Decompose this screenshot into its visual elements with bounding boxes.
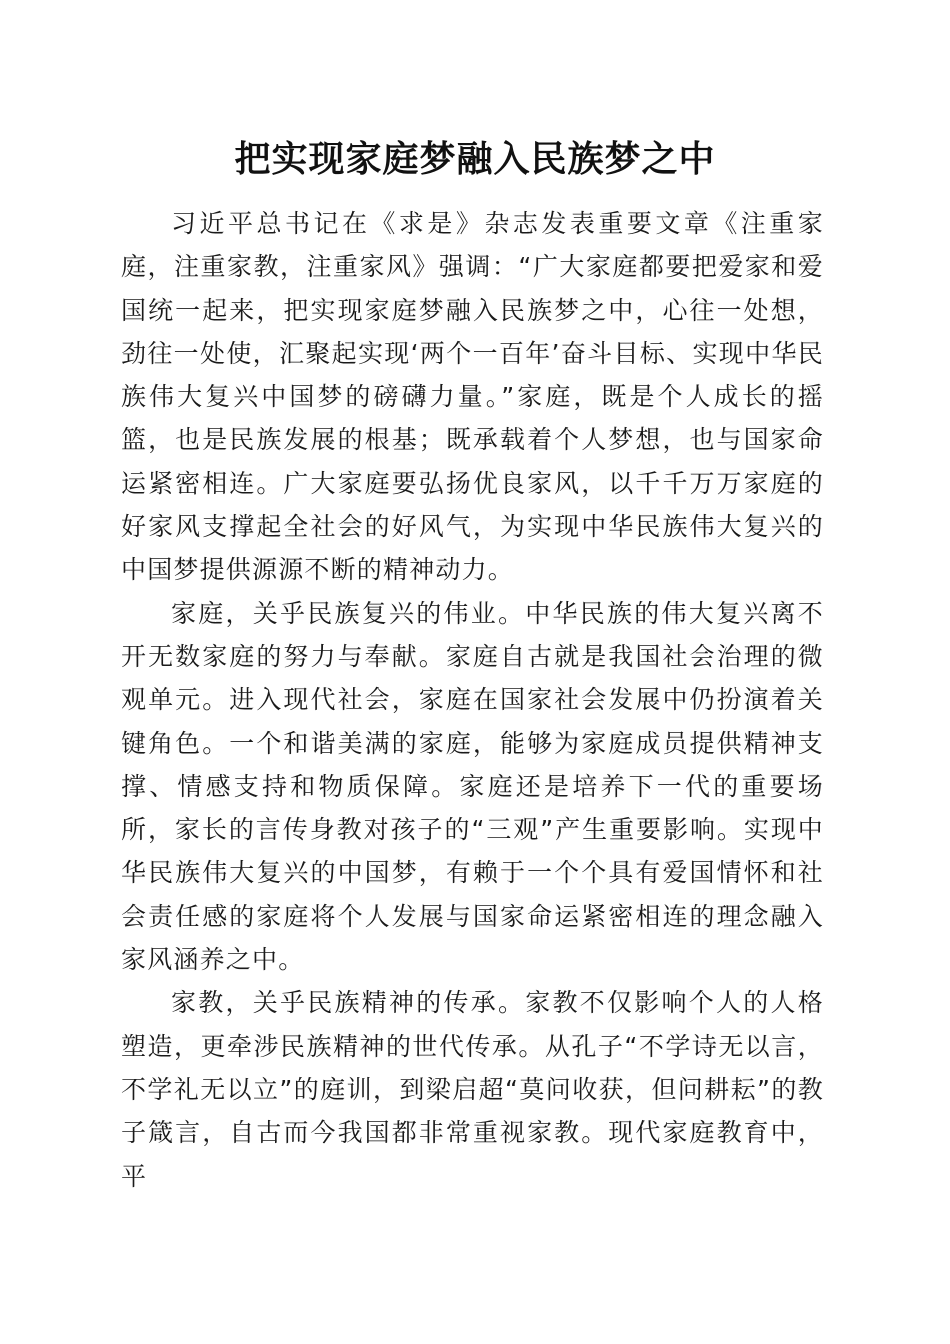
paragraph-2: 家庭，关乎民族复兴的伟业。中华民族的伟大复兴离不开无数家庭的努力与奉献。家庭自古就是我国社会治理的微观单元。进入现代社会，家庭在国家社会发展中仍扮演着关键角色。一个和谐美满的家庭，能够为家庭成员提供精神支撑、情感支持和物质保障。家庭还是培养下一代的重要场所，家长的言传身教对孩子的“三观”产生重要影响。实现中华民族伟大复兴的中国梦，有赖于一个个具有爱国情怀和社会责任感的家庭将个人发展与国家命运紧密相连的理念融入家风涵养之中。 [121,598,824,975]
document-body [121,202,824,1198]
paragraph-3: 家教，关乎民族精神的传承。家教不仅影响个人的人格塑造，更牵涉民族精神的世代传承。从孔子“不学诗无以言，不学礼无以立”的庭训，到梁启超“莫问收获，但问耕耘”的教子箴言，自古而今我国都非常重视家教。现代家庭教育中，平 [121,988,824,1191]
document-title: 把实现家庭梦融入民族梦之中 [234,138,716,180]
paragraph-1: 习近平总书记在《求是》杂志发表重要文章《注重家庭，注重家教，注重家风》强调：“广大家庭都要把爱家和爱国统一起来，把实现家庭梦融入民族梦之中，心往一处想，劲往一处使，汇聚起实现‘两个一百年’奋斗目标、实现中华民族伟大复兴中国梦的磅礴力量。”家庭，既是个人成长的摇篮，也是民族发展的根基；既承载着个人梦想，也与国家命运紧密相连。广大家庭要弘扬优良家风，以千千万万家庭的好家风支撑起全社会的好风气，为实现中华民族伟大复兴的中国梦提供源源不断的精神动力。 [121,209,824,585]
